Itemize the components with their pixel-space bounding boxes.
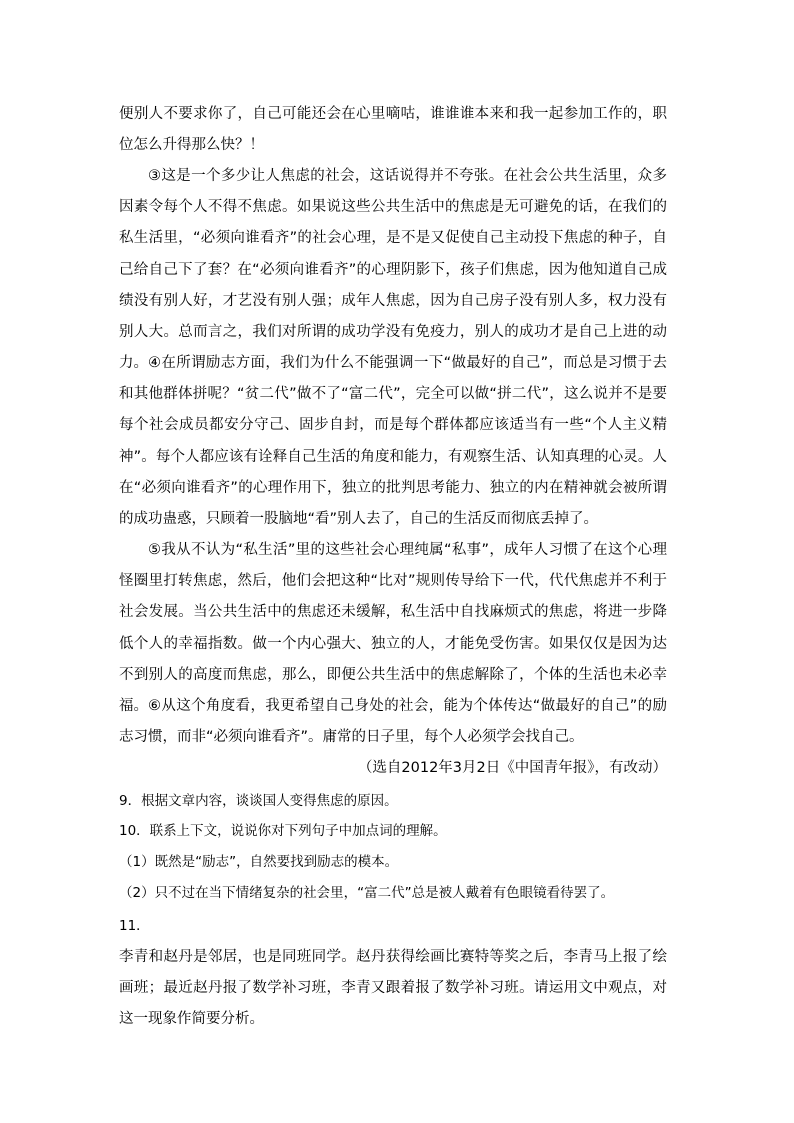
paragraph-5: ⑤我从不认为“私生活”里的这些社会心理纯属“私事”，成年人习惯了在这个心理怪圈里打转焦虑，然后，他们会把这种“比对”规则传导给下一代，代代焦虑并不利于社会发展。当公共生活中的焦虑还未缓解，私生活中自找麻烦式的焦虑，将进一步降低个人的幸福指数。做一个内心强大、独立的人，才能免受伤害。如果仅仅是因为达不到别人的高度而焦虑，那么，即便公共生活中的焦虑解除了，个体的生活也未必幸福。 <box>119 542 667 715</box>
question-11-number: 11． <box>119 918 150 934</box>
question-10-sentence-2: （2）只不过在当下情绪复杂的社会里，“富二代”总是被人戴着有色眼镜看待罢了。 <box>119 885 615 901</box>
paragraph-6: ⑥从这个角度看，我更希望自己身处的社会，能为个体传达“做最好的自己”的励志习惯，而非“必须向谁看齐”。庸常的日子里，每个人必须学会找自己。 <box>119 698 667 746</box>
question-10: 10．联系上下文，说说你对下列句子中加点词的理解。 <box>119 823 447 839</box>
question-9: 9．根据文章内容，谈谈国人变得焦虑的原因。 <box>119 793 398 809</box>
question-10-sentence-1: （1）既然是“励志”，自然要找到励志的模本。 <box>119 854 399 870</box>
paragraph-4: ④在所谓励志方面，我们为什么不能强调一下“做最好的自己”，而总是习惯于去和其他群体拼呢？“贫二代”做不了“富二代”，完全可以做“拼二代”，这么说并不是要每个社会成员都安分守己、固步自封，而是每个群体都应该适当有一些“个人主义精神”。每个人都应该有诠释自己生活的角度和能力，有观察生活、认知真理的心灵。人在“必须向谁看齐”的心理作用下，独立的批判思考能力、独立的内在精神就会被所谓的成功蛊惑，只顾着一股脑地“看”别人去了，自己的生活反而彻底丢掉了。 <box>119 355 667 528</box>
question-11-text: 李青和赵丹是邻居，也是同班同学。赵丹获得绘画比赛特等奖之后，李青马上报了绘画班；最近赵丹报了数学补习班，李青又跟着报了数学补习班。请运用文中观点，对这一现象作简要分析。 <box>119 949 667 1027</box>
paragraph-intro: 便别人不要求你了，自己可能还会在心里嘀咕，谁谁谁本来和我一起参加工作的，职位怎么升得那么快？！ <box>119 106 667 154</box>
paragraph-3: ③这是一个多少让人焦虑的社会，这话说得并不夸张。在社会公共生活里，众多因素令每个人不得不焦虑。如果说这些公共生活中的焦虑是无可避免的话，在我们的私生活里，“必须向谁看齐”的社会心理，是不是又促使自己主动投下焦虑的种子，自己给自己下了套？在“必须向谁看齐”的心理阴影下，孩子们焦虑，因为他知道自己成绩没有别人好，才艺没有别人强；成年人焦虑，因为自己房子没有别人多，权力没有别人大。总而言之，我们对所谓的成功学没有免疫力，别人的成功才是自己上进的动力。 <box>119 168 667 372</box>
source-citation: （选自2012年3月2日《中国青年报》，有改动） <box>357 760 667 776</box>
